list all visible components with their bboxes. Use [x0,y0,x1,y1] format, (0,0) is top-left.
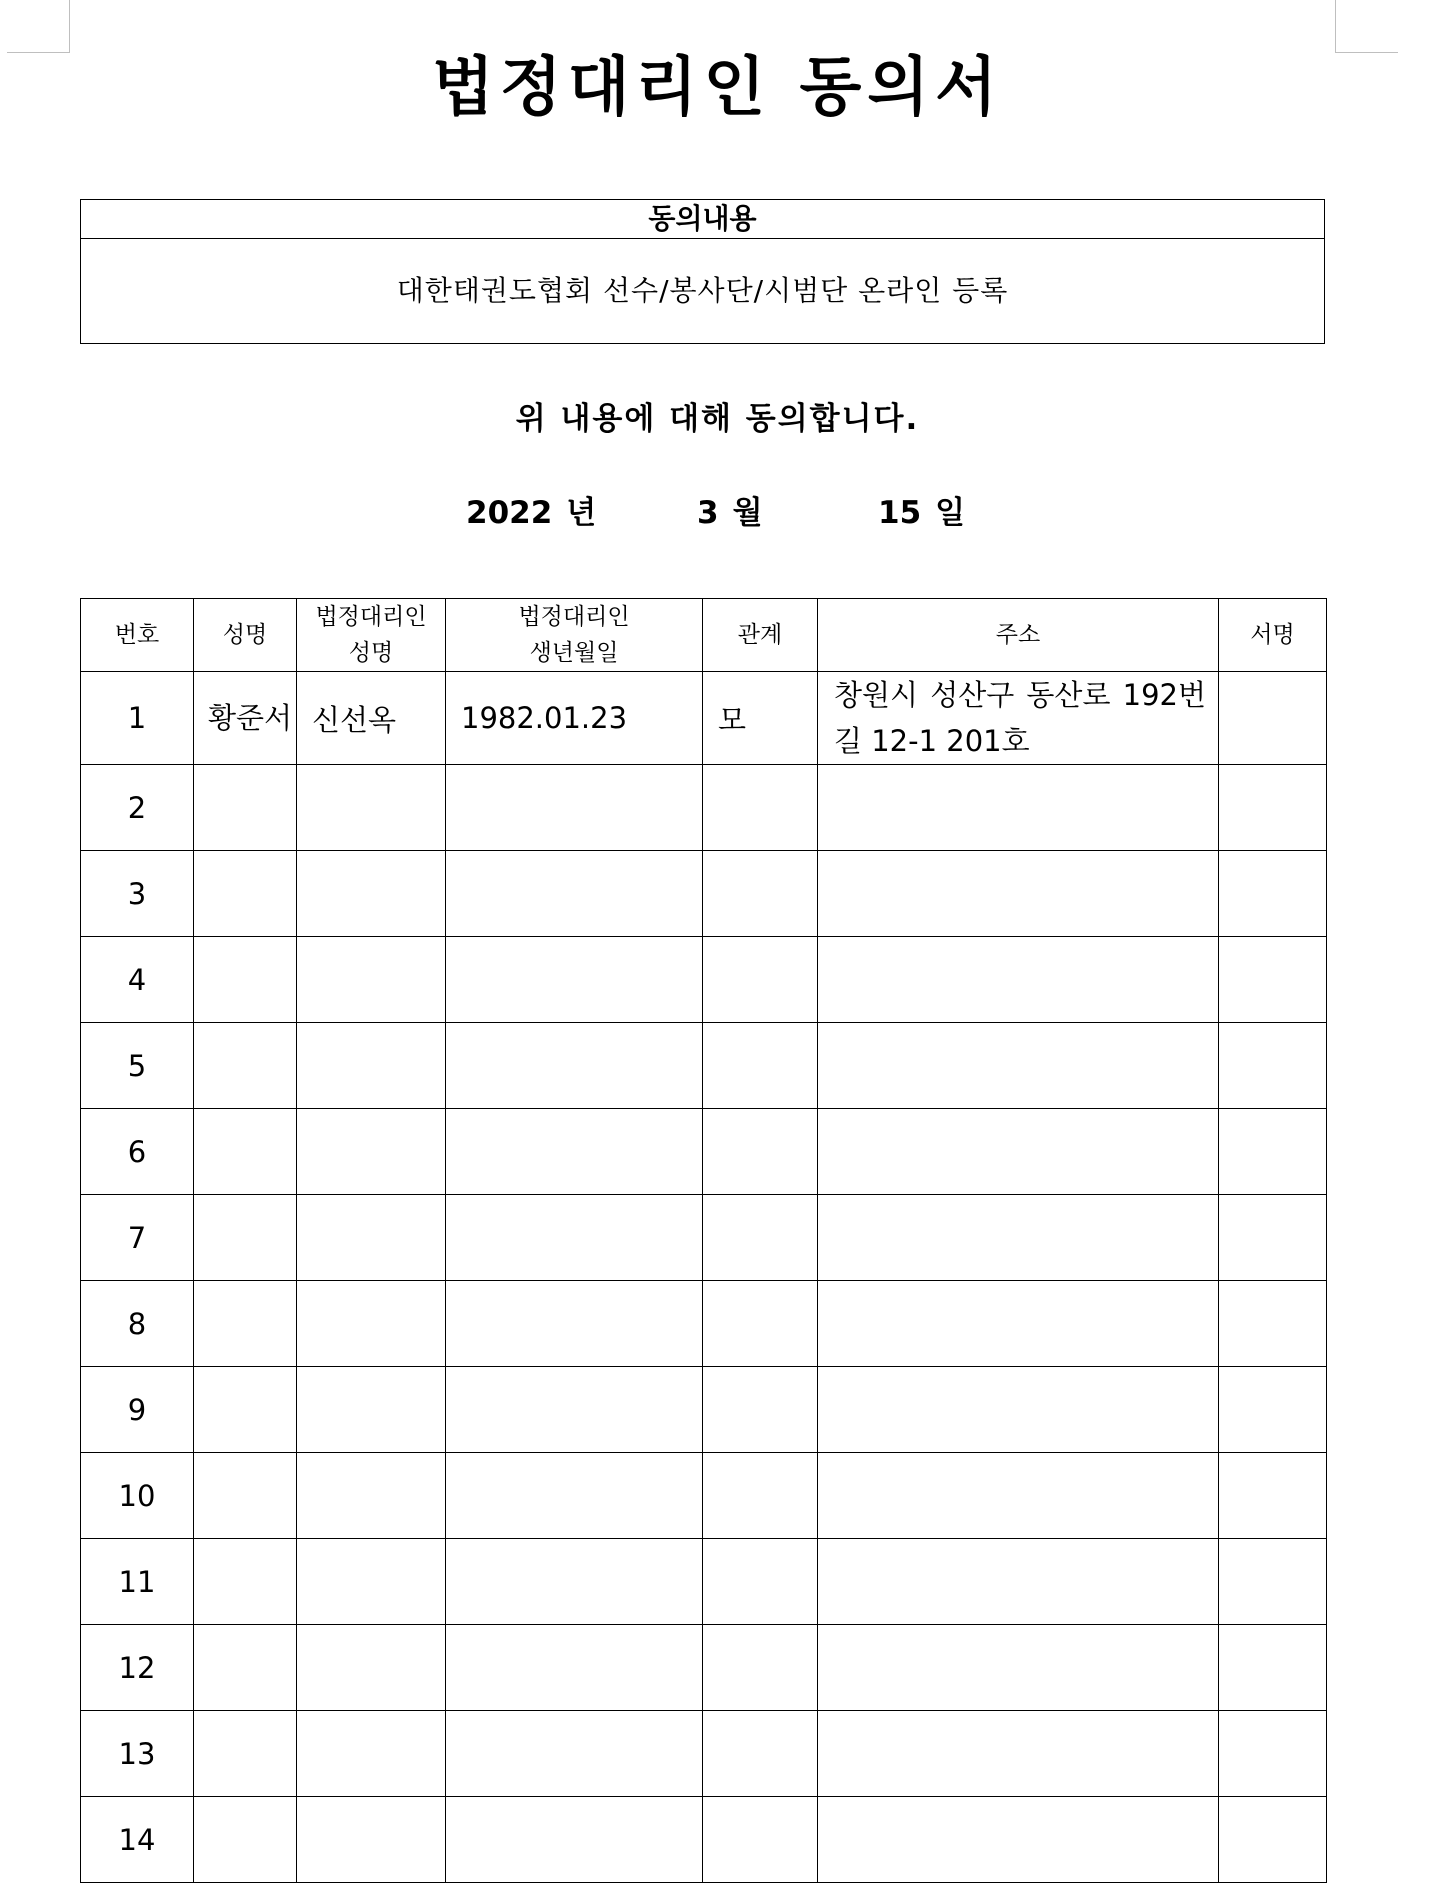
cell-guardian-name [297,1367,446,1453]
cell-signature[interactable] [1219,1367,1327,1453]
cell-guardian-birth [446,1711,703,1797]
cell-guardian-name [297,937,446,1023]
cell-guardian-birth: 1982.01.23 [446,672,703,765]
cell-name [194,1367,297,1453]
cell-number: 10 [81,1453,194,1539]
header-number: 번호 [81,599,194,672]
cell-relation [703,1539,818,1625]
cell-guardian-name [297,1195,446,1281]
cell-address [818,1195,1219,1281]
cell-name: 황준서 [194,672,297,765]
cell-number: 4 [81,937,194,1023]
cell-guardian-birth [446,1453,703,1539]
header-guardian-birth [446,599,703,672]
cell-address [818,937,1219,1023]
cell-guardian-name [297,765,446,851]
cell-number: 13 [81,1711,194,1797]
table-row [81,1453,1327,1539]
cell-address: 창원시 성산구 동산로 192번길 12-1 201호 [818,672,1219,765]
cell-address [818,1539,1219,1625]
cell-relation [703,1367,818,1453]
cell-number: 11 [81,1539,194,1625]
date-day-unit: 일 [935,495,966,531]
document-title: 법정대리인 동의서 [432,51,1003,125]
cell-guardian-name [297,1281,446,1367]
cell-relation [703,937,818,1023]
cell-relation [703,1281,818,1367]
date-month [697,487,777,532]
cell-address [818,1797,1219,1883]
cell-guardian-birth [446,1367,703,1453]
cell-signature[interactable] [1219,851,1327,937]
cell-number: 9 [81,1367,194,1453]
cell-number: 8 [81,1281,194,1367]
cell-relation [703,1797,818,1883]
cell-relation [703,1023,818,1109]
cell-address [818,1367,1219,1453]
cell-number: 3 [81,851,194,937]
consent-header: 동의내용 [81,200,1324,239]
cell-guardian-name [297,1797,446,1883]
table-row [81,1625,1327,1711]
cell-name [194,1195,297,1281]
date-year-value: 2022 [466,495,553,531]
cell-name [194,937,297,1023]
cell-name [194,1109,297,1195]
cell-relation [703,1711,818,1797]
cell-number: 2 [81,765,194,851]
cell-name [194,1797,297,1883]
table-row [81,1367,1327,1453]
cell-guardian-name [297,1625,446,1711]
header-guardian-name-line1: 법정대리인 [315,604,427,630]
cell-guardian-name [297,851,446,937]
cell-name [194,1539,297,1625]
table-row [81,1281,1327,1367]
header-name: 성명 [194,599,297,672]
header-guardian-name-line2: 성명 [348,640,394,666]
cell-number: 1 [81,672,194,765]
cell-signature[interactable] [1219,765,1327,851]
cell-relation [703,1195,818,1281]
table-row [81,1109,1327,1195]
cell-relation [703,1453,818,1539]
cell-name [194,1453,297,1539]
cell-signature[interactable] [1219,1023,1327,1109]
date-year [466,487,610,532]
cell-guardian-birth [446,937,703,1023]
cell-relation [703,765,818,851]
header-guardian-name [297,599,446,672]
header-guardian-birth-line2: 생년월일 [529,640,619,666]
cell-name [194,1281,297,1367]
header-signature: 서명 [1219,599,1327,672]
cell-guardian-birth [446,1109,703,1195]
header-address: 주소 [818,599,1219,672]
table-row [81,1711,1327,1797]
date-day [878,487,979,532]
date-month-unit: 월 [732,495,763,531]
cell-signature[interactable] [1219,1109,1327,1195]
table-row [81,851,1327,937]
cell-number: 5 [81,1023,194,1109]
cell-guardian-birth [446,765,703,851]
table-row [81,672,1327,765]
cell-guardian-name [297,1539,446,1625]
cell-signature[interactable] [1219,1195,1327,1281]
cell-relation: 모 [703,672,818,765]
cell-address [818,851,1219,937]
cell-relation [703,1625,818,1711]
cell-guardian-name [297,1453,446,1539]
header-guardian-birth-line1: 법정대리인 [518,604,630,630]
table-row [81,1023,1327,1109]
cell-address [818,1625,1219,1711]
cell-signature[interactable] [1219,672,1327,765]
table-row [81,1195,1327,1281]
cell-number: 14 [81,1797,194,1883]
cell-signature[interactable] [1219,1539,1327,1625]
cell-signature[interactable] [1219,937,1327,1023]
cell-guardian-name [297,1109,446,1195]
guardian-roster-table [80,598,1327,1883]
cell-name [194,765,297,851]
cell-name [194,1711,297,1797]
cell-signature[interactable] [1219,1625,1327,1711]
cell-guardian-birth [446,1539,703,1625]
cell-relation [703,851,818,937]
cell-guardian-birth [446,1281,703,1367]
cell-address [818,1453,1219,1539]
cell-number: 7 [81,1195,194,1281]
table-row [81,1539,1327,1625]
date-month-value: 3 [697,495,719,531]
header-relation: 관계 [703,599,818,672]
cell-name [194,851,297,937]
cell-guardian-birth [446,1797,703,1883]
cell-guardian-birth [446,1023,703,1109]
cell-guardian-name: 신선옥 [297,672,446,765]
cell-address [818,1023,1219,1109]
cell-signature[interactable] [1219,1797,1327,1883]
consent-content: 대한태권도협회 선수/봉사단/시범단 온라인 등록 [396,274,1009,307]
table-row [81,937,1327,1023]
cell-guardian-birth [446,851,703,937]
cell-address [818,1281,1219,1367]
cell-name [194,1625,297,1711]
cell-signature[interactable] [1219,1711,1327,1797]
cell-guardian-name [297,1711,446,1797]
cell-number: 6 [81,1109,194,1195]
consent-box [80,199,1325,344]
cell-relation [703,1109,818,1195]
cell-guardian-birth [446,1625,703,1711]
table-row [81,765,1327,851]
date-year-unit: 년 [566,495,597,531]
date-day-value: 15 [878,495,922,531]
cell-address [818,1711,1219,1797]
cell-number: 12 [81,1625,194,1711]
cell-address [818,1109,1219,1195]
cell-guardian-name [297,1023,446,1109]
cell-name [194,1023,297,1109]
agreement-statement: 위 내용에 대해 동의합니다. [515,401,920,437]
cell-guardian-birth [446,1195,703,1281]
cell-signature[interactable] [1219,1281,1327,1367]
table-header-row [81,599,1327,672]
cell-signature[interactable] [1219,1453,1327,1539]
cell-address [818,765,1219,851]
table-row [81,1797,1327,1883]
